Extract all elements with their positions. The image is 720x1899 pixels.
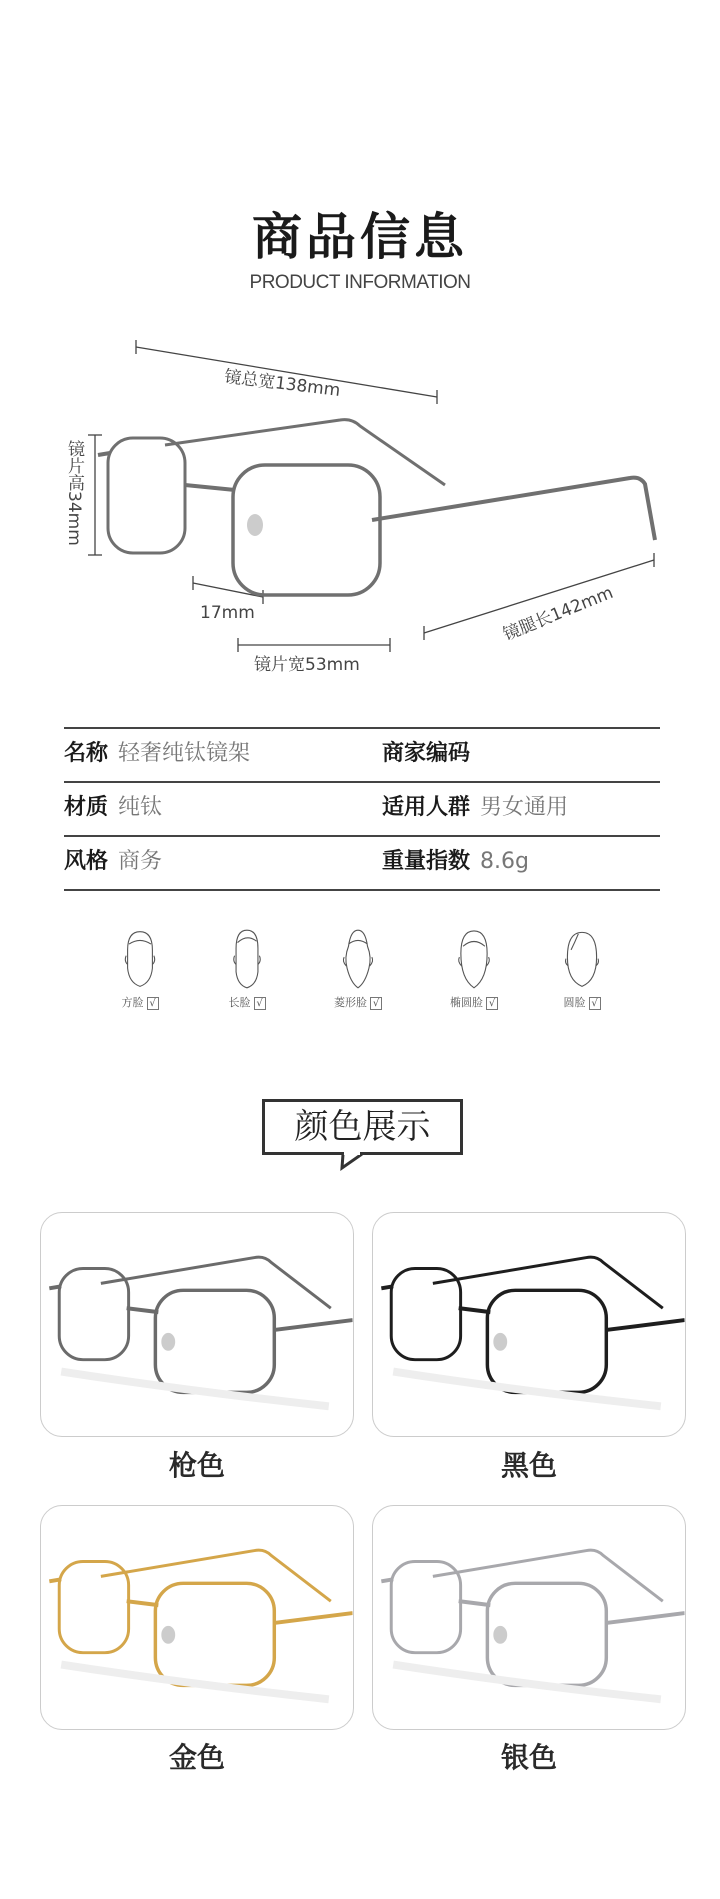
diamond-face-icon: [338, 928, 378, 990]
total-width-label: 镜总宽138mm: [223, 366, 342, 402]
page-subtitle: PRODUCT INFORMATION: [249, 272, 471, 293]
long-face-icon: [227, 928, 267, 990]
face-shape-oval: [424, 928, 524, 1010]
glasses-illustration: [98, 420, 655, 595]
spec-value: 商务: [118, 849, 163, 874]
face-shape-long: [197, 928, 297, 1010]
face-shape-label: 菱形脸: [334, 996, 367, 1009]
color-section-title: 颜色展示: [262, 1099, 463, 1155]
lens-width-label: 镜片宽53mm: [254, 655, 360, 675]
glasses-silver-image: [373, 1506, 685, 1729]
spec-label: 适用人群: [382, 795, 471, 820]
spec-label: 材质: [64, 795, 109, 820]
divider: [64, 889, 660, 891]
glasses-black-image: [373, 1213, 685, 1436]
checkbox-icon: √: [486, 997, 498, 1010]
bridge-width-label: 17mm: [200, 603, 255, 623]
glasses-dimension-diagram: [0, 0, 720, 720]
spec-row: [64, 842, 660, 882]
spec-value: 纯钛: [118, 795, 163, 820]
speech-bubble-tail: [340, 1152, 380, 1172]
spec-label: 重量指数: [382, 849, 471, 874]
color-card-black[interactable]: [372, 1212, 686, 1437]
checkbox-icon: √: [147, 997, 159, 1010]
glasses-gunmetal-image: [41, 1213, 353, 1436]
face-shape-round: [532, 928, 632, 1010]
color-label: 黑色: [500, 1449, 557, 1482]
glasses-gold-image: [41, 1506, 353, 1729]
face-shape-label: 椭圆脸: [450, 996, 483, 1009]
nose-pad: [247, 514, 263, 536]
face-shape-diamond: [308, 928, 408, 1010]
divider: [64, 727, 660, 729]
color-label: 金色: [168, 1741, 225, 1774]
spec-label: 风格: [64, 849, 109, 874]
spec-label: 名称: [64, 741, 109, 766]
checkbox-icon: √: [370, 997, 382, 1010]
square-face-icon: [120, 928, 160, 990]
face-shape-label: 长脸: [228, 996, 251, 1009]
spec-value: 8.6g: [480, 849, 529, 874]
temple-length-label: 镜腿长142mm: [500, 582, 617, 646]
spec-row: [64, 734, 660, 774]
lens-height-label: 镜片高34mm: [64, 440, 84, 546]
oval-face-icon: [454, 928, 494, 990]
color-label: 枪色: [168, 1449, 225, 1482]
spec-value: 男女通用: [480, 795, 569, 820]
checkbox-icon: √: [589, 997, 601, 1010]
page-title: 商品信息: [252, 208, 468, 266]
checkbox-icon: √: [254, 997, 266, 1010]
color-card-silver[interactable]: [372, 1505, 686, 1730]
spec-row: [64, 788, 660, 828]
divider: [64, 781, 660, 783]
color-card-gold[interactable]: [40, 1505, 354, 1730]
divider: [64, 835, 660, 837]
round-face-icon: [562, 928, 602, 990]
color-label: 银色: [500, 1741, 557, 1774]
face-shape-square: [90, 928, 190, 1010]
spec-value: 轻奢纯钛镜架: [118, 741, 251, 766]
face-shape-label: 方脸: [121, 996, 144, 1009]
color-card-gunmetal[interactable]: [40, 1212, 354, 1437]
spec-label: 商家编码: [382, 741, 471, 766]
face-shape-label: 圆脸: [563, 996, 586, 1009]
